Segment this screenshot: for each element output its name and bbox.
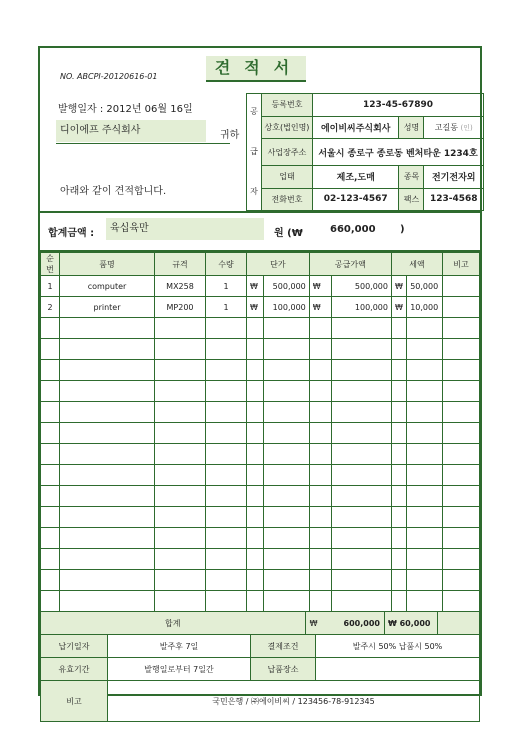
supplier-vertical-label: 공 급 자 [247,94,262,211]
empty-cell [264,528,310,549]
ceo-cell[interactable] [424,116,484,139]
empty-cell [155,570,206,591]
tax-total: 60,000 [399,618,431,628]
remarks-value[interactable]: 국민은행 / ㈜에이비씨 / 123456-78-912345 [108,681,480,722]
empty-cell [41,402,60,423]
empty-cell [60,528,155,549]
place-value[interactable] [316,658,480,681]
items-body [41,276,480,612]
empty-cell [443,465,480,486]
currency-sign: ₩ [309,276,331,297]
empty-cell [391,507,406,528]
empty-cell [443,591,480,612]
empty-cell [206,360,247,381]
empty-row[interactable] [41,423,480,444]
empty-row[interactable] [41,486,480,507]
empty-row[interactable] [41,381,480,402]
empty-cell [206,591,247,612]
empty-cell [155,444,206,465]
empty-cell [391,381,406,402]
empty-cell [41,507,60,528]
empty-cell [60,444,155,465]
row-qty: 1 [206,276,247,297]
empty-row[interactable] [41,318,480,339]
empty-cell [247,423,264,444]
empty-cell [264,360,310,381]
empty-cell [41,528,60,549]
remarks-label: 비고 [41,681,108,722]
empty-cell [309,423,331,444]
empty-row[interactable] [41,360,480,381]
empty-cell [391,318,406,339]
empty-cell [264,381,310,402]
empty-cell [309,549,331,570]
empty-cell [309,528,331,549]
empty-cell [443,381,480,402]
empty-cell [309,360,331,381]
empty-cell [332,360,392,381]
empty-cell [60,318,155,339]
empty-cell [60,591,155,612]
empty-cell [443,402,480,423]
reg-value[interactable]: 123-45-67890 [313,94,484,117]
address-label: 사업장주소 [262,139,313,166]
ceo-value: 고길동 [434,122,458,132]
empty-cell [206,318,247,339]
empty-cell [264,591,310,612]
empty-cell [41,570,60,591]
empty-cell [264,318,310,339]
empty-cell [155,549,206,570]
row-no: 2 [41,297,60,318]
empty-cell [206,381,247,402]
empty-cell [391,570,406,591]
empty-cell [60,465,155,486]
empty-cell [41,444,60,465]
empty-cell [391,339,406,360]
empty-cell [155,486,206,507]
empty-cell [264,549,310,570]
total-label: 합계금액 : [48,228,95,239]
empty-cell [41,486,60,507]
empty-cell [407,381,443,402]
empty-cell [206,402,247,423]
total-won-label: 원 (₩ [274,228,303,239]
empty-cell [247,507,264,528]
empty-cell [332,570,392,591]
empty-cell [41,381,60,402]
empty-cell [155,381,206,402]
empty-cell [60,507,155,528]
empty-cell [391,402,406,423]
empty-cell [41,465,60,486]
empty-cell [206,465,247,486]
empty-cell [407,402,443,423]
empty-cell [41,549,60,570]
empty-cell [206,444,247,465]
empty-cell [206,486,247,507]
company-name-label: 상호(법인명) [262,116,313,139]
empty-cell [264,402,310,423]
empty-cell [309,402,331,423]
header-qty: 수량 [206,253,247,276]
empty-cell [443,486,480,507]
empty-cell [264,444,310,465]
empty-cell [247,465,264,486]
empty-cell [206,507,247,528]
empty-row[interactable] [41,507,480,528]
empty-cell [60,549,155,570]
empty-cell [407,570,443,591]
row-price: 500,000 [264,276,310,297]
row-note [443,297,480,318]
empty-cell [264,570,310,591]
empty-cell [309,570,331,591]
empty-cell [60,423,155,444]
empty-cell [391,528,406,549]
empty-cell [443,528,480,549]
currency-sign: ₩ [247,297,264,318]
header-spec: 규격 [155,253,206,276]
empty-cell [391,465,406,486]
empty-row[interactable] [41,528,480,549]
title-underline [206,80,306,82]
supplier-table [246,93,484,211]
ceo-label: 성명 [399,116,424,139]
header-supply: 공급가액 [309,253,391,276]
delivery-label: 납기일자 [41,635,108,658]
empty-cell [309,444,331,465]
total-amount[interactable]: 660,000 [330,224,376,235]
terms-table [40,634,480,722]
empty-cell [155,318,206,339]
business-value[interactable]: 제조,도매 [313,166,399,189]
empty-cell [41,360,60,381]
issue-date: 발행일자 : 2012년 06월 16일 [58,104,193,115]
row-spec: MX258 [155,276,206,297]
company-name-value[interactable]: 에이비씨주식회사 [313,116,399,139]
customer-underline [56,143,230,144]
empty-cell [391,444,406,465]
empty-cell [247,486,264,507]
tax-total-cell[interactable] [384,612,437,635]
currency-sign: ₩ [391,276,406,297]
payment-value[interactable]: 발주시 50% 납품시 50% [316,635,480,658]
empty-cell [60,486,155,507]
empty-cell [60,360,155,381]
empty-cell [247,381,264,402]
items-table [40,252,480,612]
empty-cell [443,444,480,465]
empty-cell [443,339,480,360]
empty-cell [264,339,310,360]
empty-cell [247,339,264,360]
empty-row[interactable] [41,591,480,612]
row-no: 1 [41,276,60,297]
empty-cell [332,507,392,528]
empty-cell [247,570,264,591]
empty-cell [264,507,310,528]
empty-cell [332,486,392,507]
empty-cell [407,528,443,549]
empty-cell [407,318,443,339]
fax-value[interactable]: 123-4568 [424,188,484,211]
empty-row[interactable] [41,465,480,486]
validity-value[interactable]: 발행일로부터 7일간 [108,658,251,681]
fax-label: 팩스 [399,188,424,211]
empty-cell [309,381,331,402]
table-row[interactable] [41,297,480,318]
row-tax: 10,000 [407,297,443,318]
phone-value[interactable]: 02-123-4567 [313,188,399,211]
empty-cell [155,360,206,381]
empty-cell [60,381,155,402]
empty-cell [443,360,480,381]
header-tax: 세액 [391,253,442,276]
row-name: computer [60,276,155,297]
empty-cell [206,528,247,549]
empty-cell [41,339,60,360]
supply-total-cell[interactable] [305,612,384,635]
validity-label: 유효기간 [41,658,108,681]
row-tax: 50,000 [407,276,443,297]
currency-sign: ₩ [387,618,397,628]
empty-cell [332,423,392,444]
row-supply: 500,000 [332,276,392,297]
table-row[interactable] [41,276,480,297]
totals-note-cell [437,612,479,635]
item-type-value[interactable]: 전기전자외 [424,166,484,189]
divider-top [40,211,480,213]
empty-row[interactable] [41,570,480,591]
empty-cell [332,465,392,486]
empty-cell [332,318,392,339]
row-qty: 1 [206,297,247,318]
empty-cell [407,591,443,612]
empty-cell [309,591,331,612]
empty-cell [309,507,331,528]
empty-cell [155,423,206,444]
empty-cell [443,570,480,591]
empty-cell [60,402,155,423]
row-spec: MP200 [155,297,206,318]
business-label: 업태 [262,166,313,189]
empty-cell [407,507,443,528]
row-supply: 100,000 [332,297,392,318]
empty-cell [247,591,264,612]
honorific: 귀하 [220,130,240,141]
empty-cell [247,402,264,423]
customer-name[interactable]: 디이에프 주식회사 [56,120,206,142]
empty-cell [309,318,331,339]
supply-total: 600,000 [343,618,380,628]
empty-row[interactable] [41,402,480,423]
quotation-sheet [38,46,482,706]
header-name: 품명 [60,253,155,276]
total-korean-amount[interactable]: 육십육만 [106,218,264,240]
empty-cell [60,570,155,591]
empty-cell [155,402,206,423]
total-close-paren: ) [400,224,405,235]
address-value[interactable]: 서울시 종로구 종로동 벤처타운 1234호 [313,139,484,166]
empty-cell [332,528,392,549]
currency-sign: ₩ [309,618,318,628]
payment-label: 결제조건 [251,635,316,658]
empty-cell [41,423,60,444]
currency-sign: ₩ [391,297,406,318]
empty-cell [155,528,206,549]
currency-sign: ₩ [247,276,264,297]
empty-cell [155,339,206,360]
empty-cell [41,318,60,339]
empty-cell [332,444,392,465]
empty-cell [264,423,310,444]
header-price: 단가 [247,253,310,276]
phone-label: 전화번호 [262,188,313,211]
empty-cell [407,486,443,507]
place-label: 납품장소 [251,658,316,681]
empty-cell [41,591,60,612]
empty-cell [155,591,206,612]
empty-cell [391,486,406,507]
empty-cell [309,339,331,360]
empty-cell [407,360,443,381]
empty-row[interactable] [41,444,480,465]
empty-row[interactable] [41,339,480,360]
empty-row[interactable] [41,549,480,570]
document-number: NO. ABCPI-20120616-01 [60,72,158,81]
empty-cell [247,444,264,465]
empty-cell [443,549,480,570]
row-name: printer [60,297,155,318]
empty-cell [407,423,443,444]
empty-cell [407,549,443,570]
item-type-label: 종목 [399,166,424,189]
empty-cell [155,507,206,528]
empty-cell [155,465,206,486]
empty-cell [332,381,392,402]
row-price: 100,000 [264,297,310,318]
seal-mark: (인) [460,123,473,132]
empty-cell [247,318,264,339]
empty-cell [309,465,331,486]
currency-sign: ₩ [309,297,331,318]
header-no: 순번 [41,253,60,276]
empty-cell [206,339,247,360]
reg-label: 등록번호 [262,94,313,117]
empty-cell [247,528,264,549]
empty-cell [391,423,406,444]
greeting: 아래와 같이 견적합니다. [60,186,167,197]
empty-cell [206,423,247,444]
empty-cell [332,591,392,612]
empty-cell [264,465,310,486]
empty-cell [264,486,310,507]
empty-cell [391,360,406,381]
row-note [443,276,480,297]
document-title: 견적서 [206,56,306,80]
empty-cell [443,507,480,528]
empty-cell [407,444,443,465]
delivery-value[interactable]: 발주후 7일 [108,635,251,658]
empty-cell [247,549,264,570]
totals-label: 합계 [41,612,306,635]
empty-cell [407,465,443,486]
empty-cell [206,549,247,570]
empty-cell [60,339,155,360]
empty-cell [332,339,392,360]
empty-cell [332,402,392,423]
empty-cell [443,318,480,339]
empty-cell [391,591,406,612]
empty-cell [206,570,247,591]
totals-row [40,611,480,635]
empty-cell [309,486,331,507]
header-note: 비고 [443,253,480,276]
empty-cell [407,339,443,360]
empty-cell [332,549,392,570]
empty-cell [391,549,406,570]
empty-cell [443,423,480,444]
empty-cell [247,360,264,381]
